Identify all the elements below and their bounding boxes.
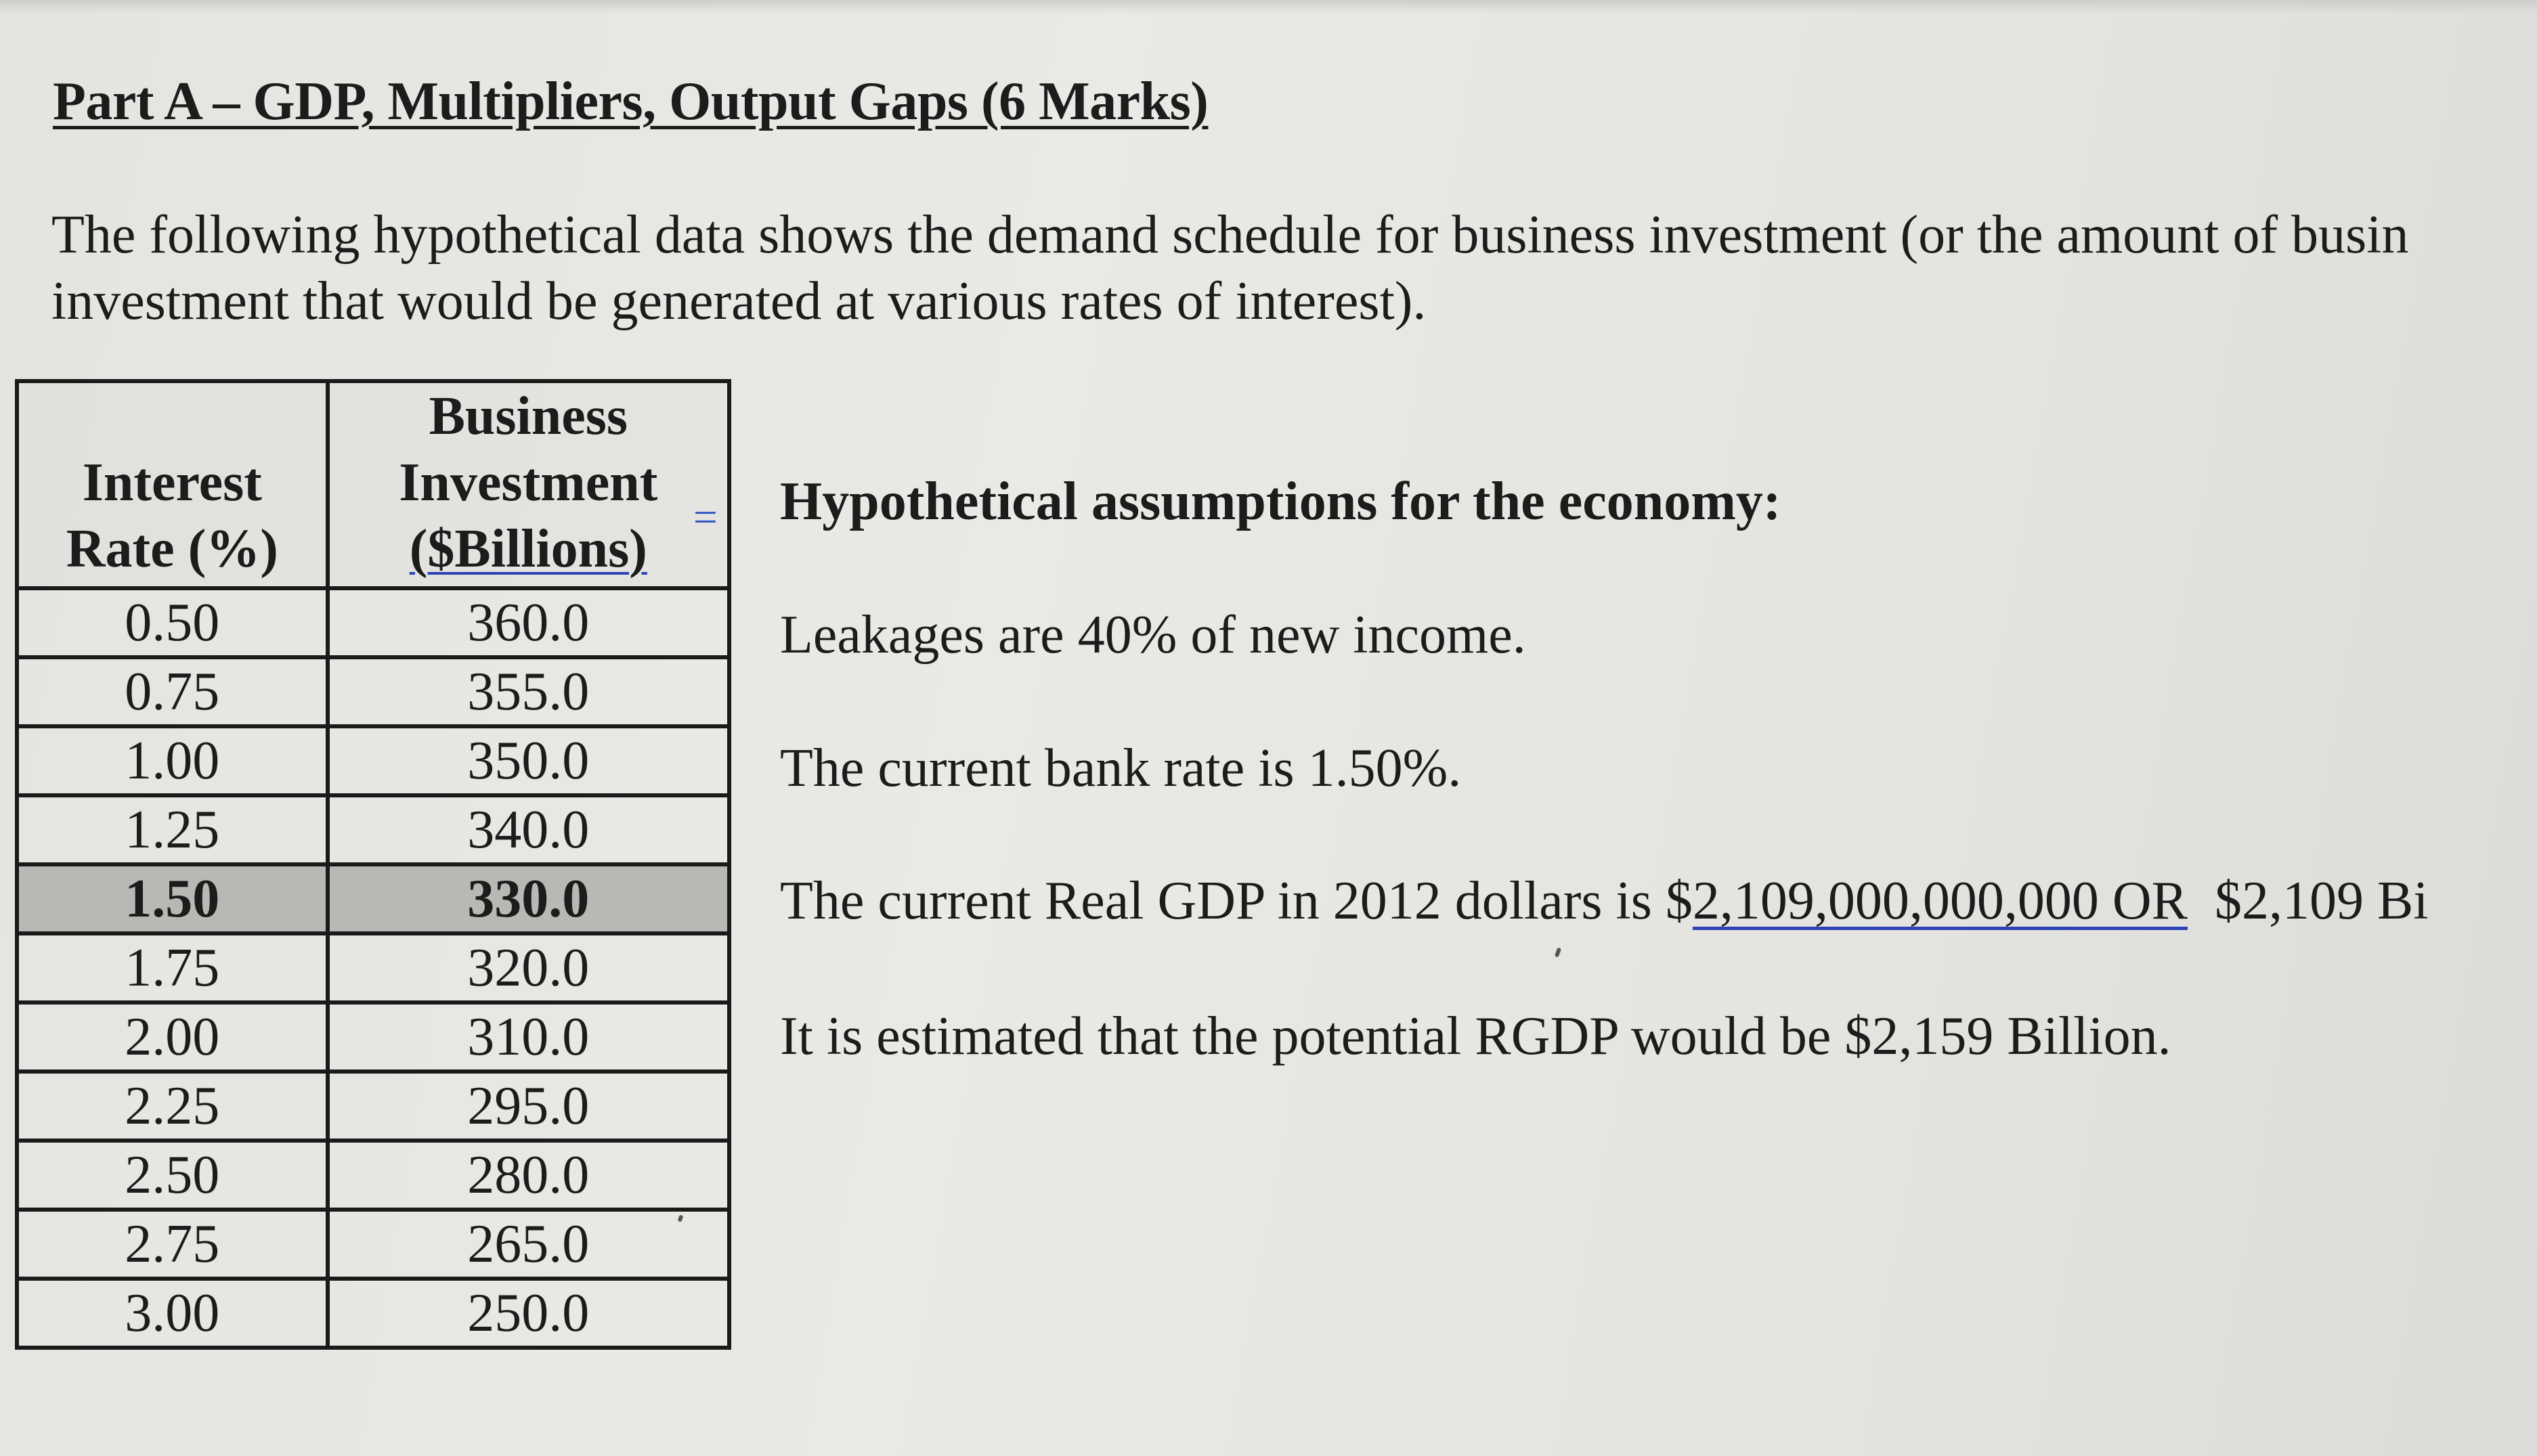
interest-rate-header: [17, 381, 328, 588]
assumptions-title: Hypothetical assumptions for the economy:: [780, 472, 1781, 531]
investment-cell: 350.0: [328, 726, 729, 795]
rate-cell: 0.50: [17, 588, 328, 657]
investment-cell: 340.0: [328, 795, 729, 864]
rate-cell: 2.00: [17, 1002, 328, 1072]
investment-cell: 310.0: [328, 1002, 729, 1072]
investment-cell: 360.0: [328, 588, 729, 657]
investment-cell: 295.0: [328, 1072, 729, 1141]
assumptions-panel: [780, 0, 2537, 1456]
investment-cell: 265.0: [328, 1210, 729, 1279]
table-row: [17, 1279, 729, 1348]
rate-cell: 0.75: [17, 657, 328, 726]
table-row: [17, 933, 729, 1002]
rate-cell: 2.25: [17, 1072, 328, 1141]
real-gdp-underlined-value: 2,109,000,000,000 OR: [1692, 871, 2188, 931]
rate-cell: 1.25: [17, 795, 328, 864]
intro-line-1: The following hypothetical data shows the demand schedule for business investment (or the amount of busin: [51, 205, 2409, 265]
table-row: [17, 726, 729, 795]
investment-cell: 330.0: [328, 864, 729, 933]
investment-header-line-3: ($Billions): [409, 519, 647, 579]
rate-cell: 1.00: [17, 726, 328, 795]
investment-cell: 250.0: [328, 1279, 729, 1348]
section-heading: Part A – GDP, Multipliers, Output Gaps (6 Marks): [53, 72, 1209, 131]
investment-cell: 280.0: [328, 1141, 729, 1210]
bank-rate-text: The current bank rate is 1.50%.: [780, 738, 1462, 798]
table-row: [17, 1072, 729, 1141]
rate-cell: 1.75: [17, 933, 328, 1002]
interest-header-line-2: Rate (%): [66, 519, 278, 579]
rate-cell: 2.75: [17, 1210, 328, 1279]
investment-demand-table: [15, 379, 731, 1350]
investment-header-line-2: Investment: [399, 453, 658, 512]
investment-cell: 320.0: [328, 933, 729, 1002]
investment-cell: 355.0: [328, 657, 729, 726]
investment-header-line-1: Business: [429, 387, 628, 446]
interest-header-line-1: Interest: [82, 453, 262, 512]
table-row: [17, 1141, 729, 1210]
real-gdp-text: [780, 870, 2429, 932]
table-row: [17, 657, 729, 726]
real-gdp-suffix: $2,109 Bi: [2188, 871, 2429, 931]
table-row: [17, 588, 729, 657]
table-row: [17, 1210, 729, 1279]
table-row: [17, 795, 729, 864]
table-row: [17, 1002, 729, 1072]
rate-cell: 1.50: [17, 864, 328, 933]
real-gdp-prefix: The current Real GDP in 2012 dollars is $: [780, 871, 1693, 931]
business-investment-header: [328, 381, 729, 588]
leakages-text: Leakages are 40% of new income.: [780, 605, 1526, 665]
table-header-row: [17, 381, 729, 588]
potential-rgdp-text: It is estimated that the potential RGDP would be $2,159 Billion.: [780, 1007, 2171, 1066]
table-row-highlighted: [17, 864, 729, 933]
intro-line-2: investment that would be generated at various rates of interest).: [51, 271, 1427, 331]
equals-mark-icon: =: [693, 493, 718, 541]
rate-cell: 3.00: [17, 1279, 328, 1348]
rate-cell: 2.50: [17, 1141, 328, 1210]
